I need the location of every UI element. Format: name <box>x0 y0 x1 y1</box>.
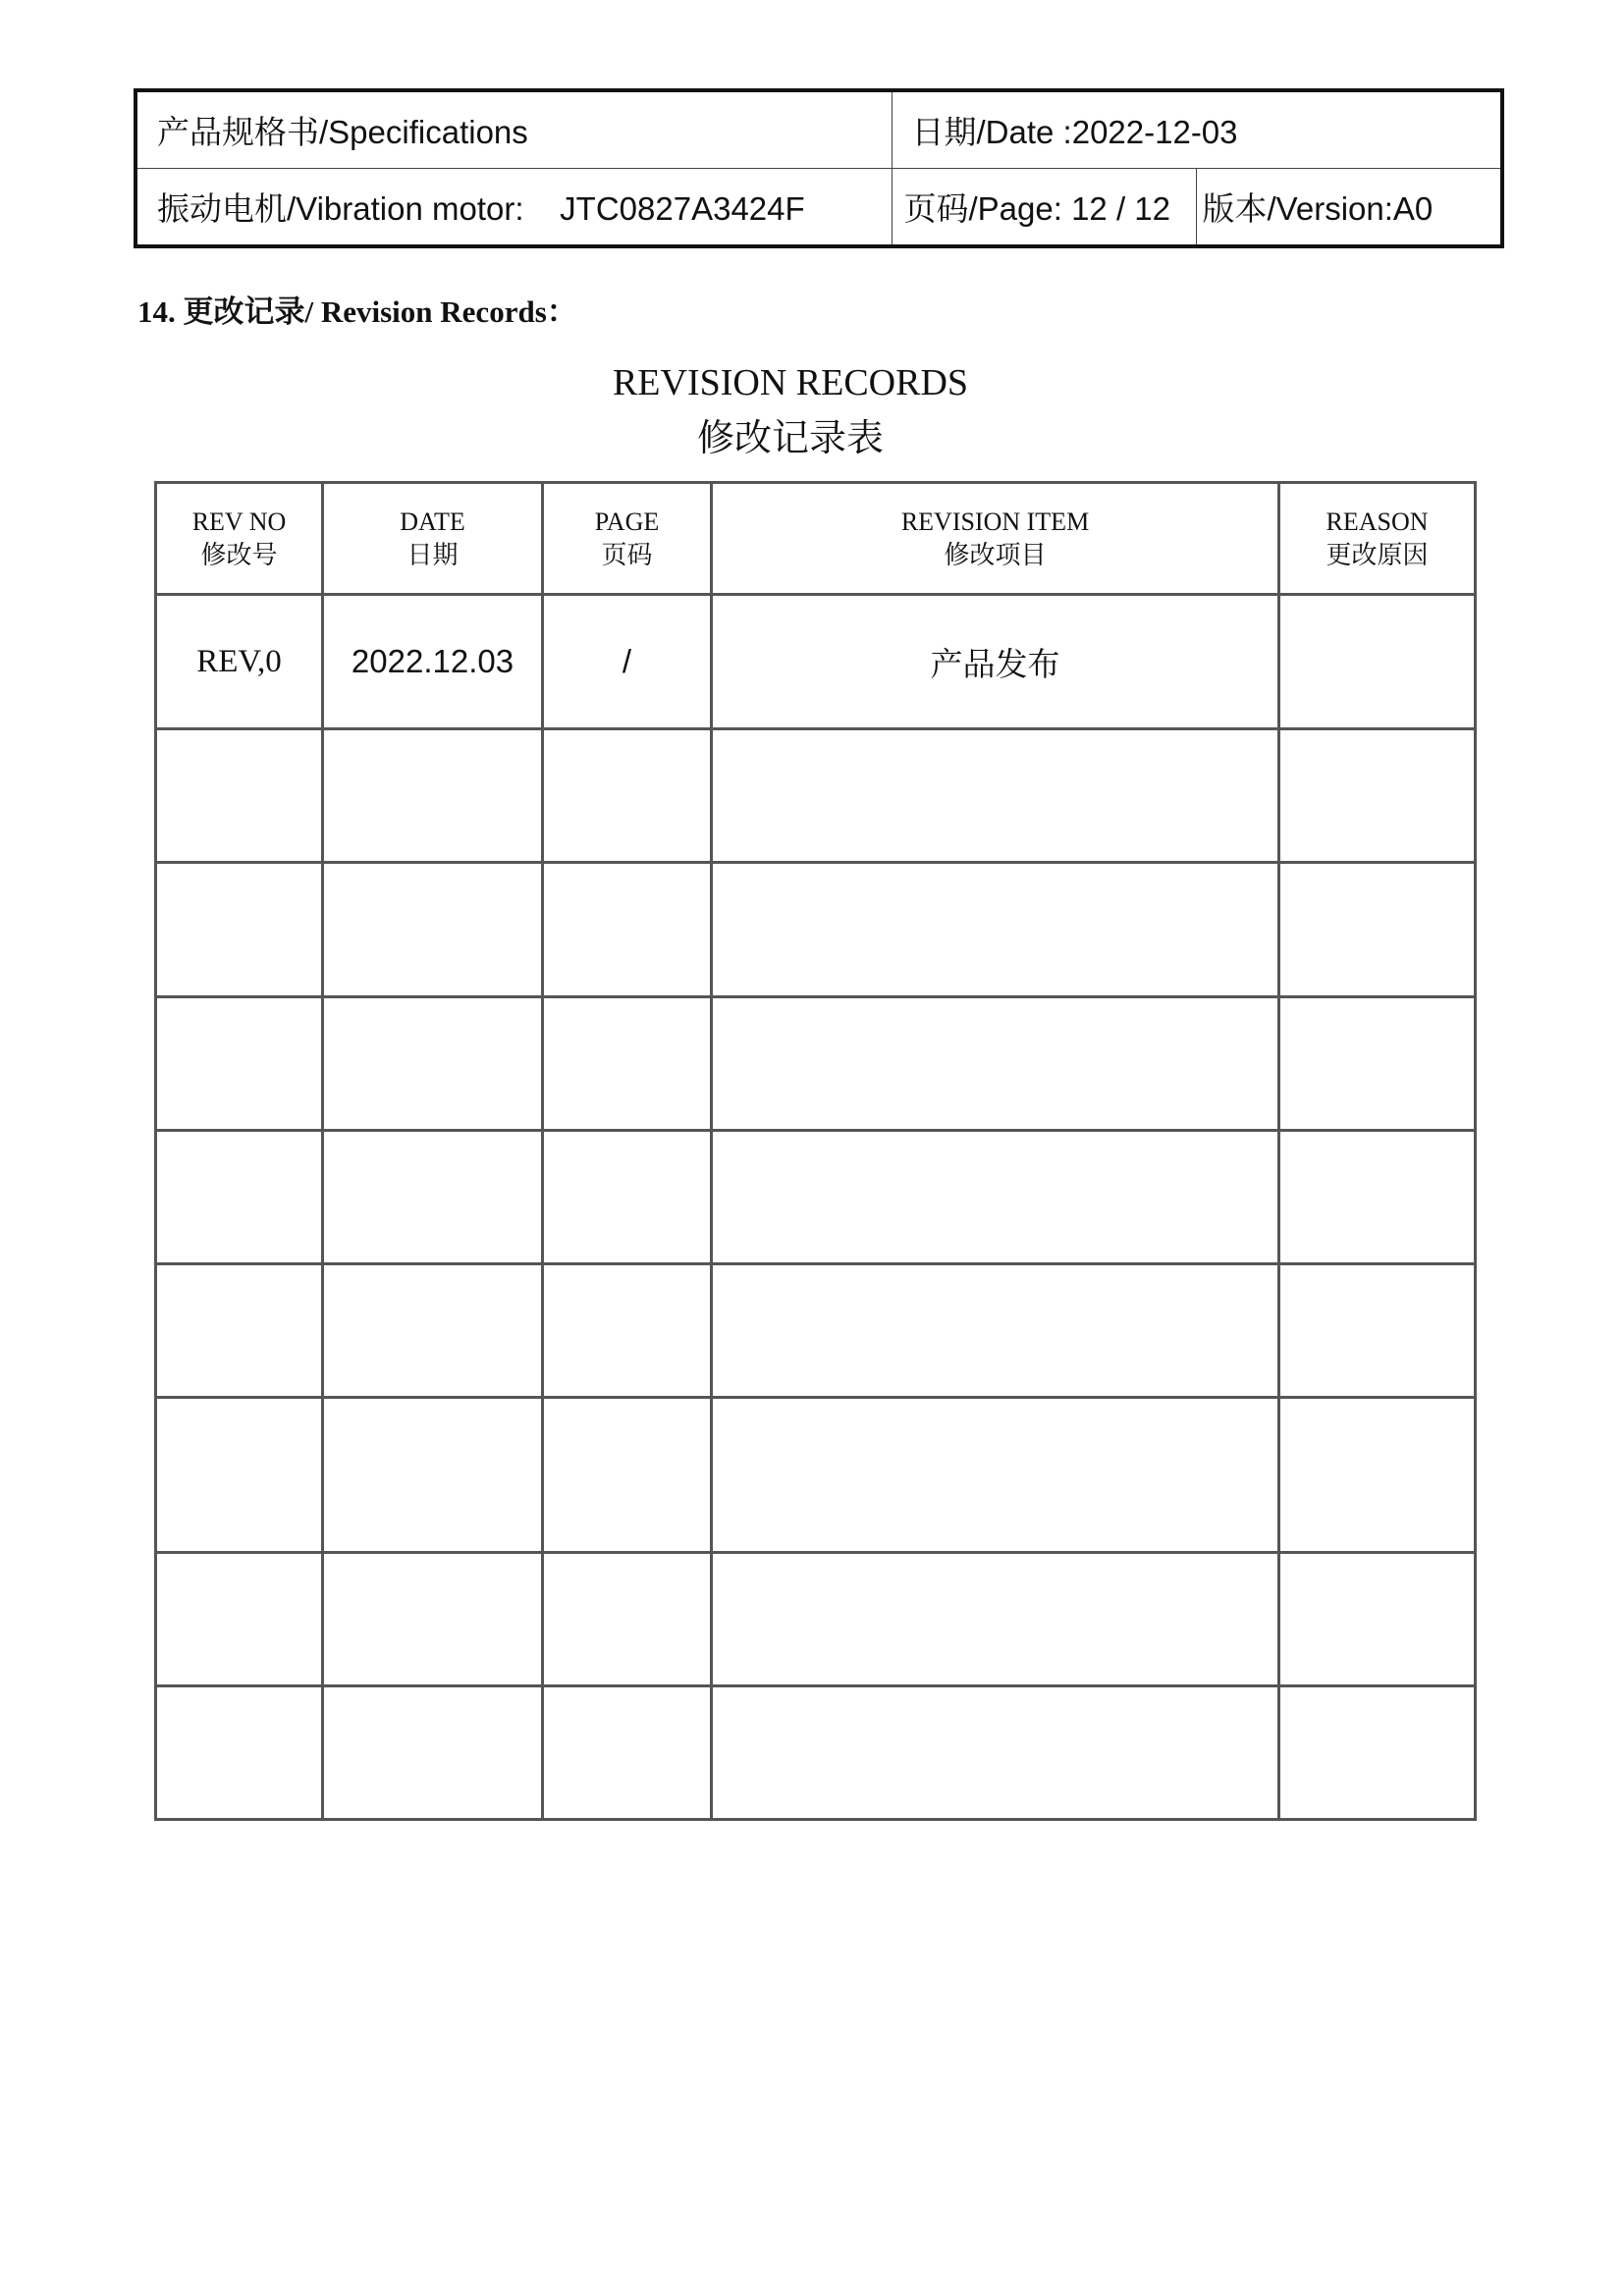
table-row <box>156 997 1476 1131</box>
cell-rev-no <box>156 997 323 1131</box>
cell-revision-item <box>712 1264 1279 1398</box>
cell-revision-item <box>712 863 1279 997</box>
col-reason: REASON 更改原因 <box>1279 483 1476 595</box>
cell-reason <box>1279 997 1476 1131</box>
cell-date <box>323 1264 543 1398</box>
cell-rev-no <box>156 1686 323 1820</box>
cell-page <box>543 729 712 863</box>
cell-reason <box>1279 729 1476 863</box>
cell-rev-no <box>156 729 323 863</box>
cell-date <box>323 1553 543 1686</box>
cell-rev-no <box>156 1553 323 1686</box>
cell-rev-no <box>156 1131 323 1264</box>
cell-page <box>543 1553 712 1686</box>
cell-page <box>543 1398 712 1553</box>
cell-revision-item <box>712 1553 1279 1686</box>
page-number: 页码/Page: 12 / 12 <box>892 169 1196 247</box>
cell-rev-no <box>156 1398 323 1553</box>
table-row <box>156 1686 1476 1820</box>
section-title: 14. 更改记录/ Revision Records： <box>137 294 577 329</box>
cell-page: / <box>543 595 712 729</box>
spec-title: 产品规格书/Specifications <box>135 90 892 169</box>
table-row <box>156 1264 1476 1398</box>
table-title-en: REVISION RECORDS <box>612 362 969 403</box>
table-row <box>156 863 1476 997</box>
cell-date <box>323 729 543 863</box>
cell-revision-item: 产品发布 <box>712 595 1279 729</box>
col-rev-no: REV NO 修改号 <box>156 483 323 595</box>
col-page: PAGE 页码 <box>543 483 712 595</box>
table-row <box>156 1398 1476 1553</box>
col-revision-item: REVISION ITEM 修改项目 <box>712 483 1279 595</box>
cell-reason <box>1279 595 1476 729</box>
cell-rev-no <box>156 1264 323 1398</box>
table-row <box>156 729 1476 863</box>
document-header <box>134 88 1504 248</box>
cell-date <box>323 1131 543 1264</box>
cell-revision-item <box>712 997 1279 1131</box>
cell-reason <box>1279 1686 1476 1820</box>
cell-page <box>543 863 712 997</box>
doc-date: 日期/Date :2022-12-03 <box>892 90 1502 169</box>
cell-page <box>543 1264 712 1398</box>
cell-date: 2022.12.03 <box>323 595 543 729</box>
table-row <box>156 1131 1476 1264</box>
cell-page <box>543 1131 712 1264</box>
cell-reason <box>1279 1553 1476 1686</box>
revision-table <box>154 481 1477 1821</box>
cell-date <box>323 863 543 997</box>
cell-revision-item <box>712 729 1279 863</box>
cell-rev-no: REV,0 <box>156 595 323 729</box>
cell-revision-item <box>712 1131 1279 1264</box>
cell-page <box>543 1686 712 1820</box>
cell-reason <box>1279 1264 1476 1398</box>
cell-date <box>323 1686 543 1820</box>
col-date: DATE 日期 <box>323 483 543 595</box>
cell-page <box>543 997 712 1131</box>
table-row <box>156 1553 1476 1686</box>
cell-rev-no <box>156 863 323 997</box>
doc-version: 版本/Version:A0 <box>1196 169 1502 247</box>
product-model: 振动电机/Vibration motor: JTC0827A3424F <box>135 169 892 247</box>
cell-revision-item <box>712 1686 1279 1820</box>
cell-date <box>323 997 543 1131</box>
cell-reason <box>1279 1398 1476 1553</box>
cell-reason <box>1279 863 1476 997</box>
cell-reason <box>1279 1131 1476 1264</box>
table-row <box>156 595 1476 729</box>
cell-date <box>323 1398 543 1553</box>
table-title-zh: 修改记录表 <box>696 418 884 459</box>
cell-revision-item <box>712 1398 1279 1553</box>
table-header-row <box>156 483 1476 595</box>
